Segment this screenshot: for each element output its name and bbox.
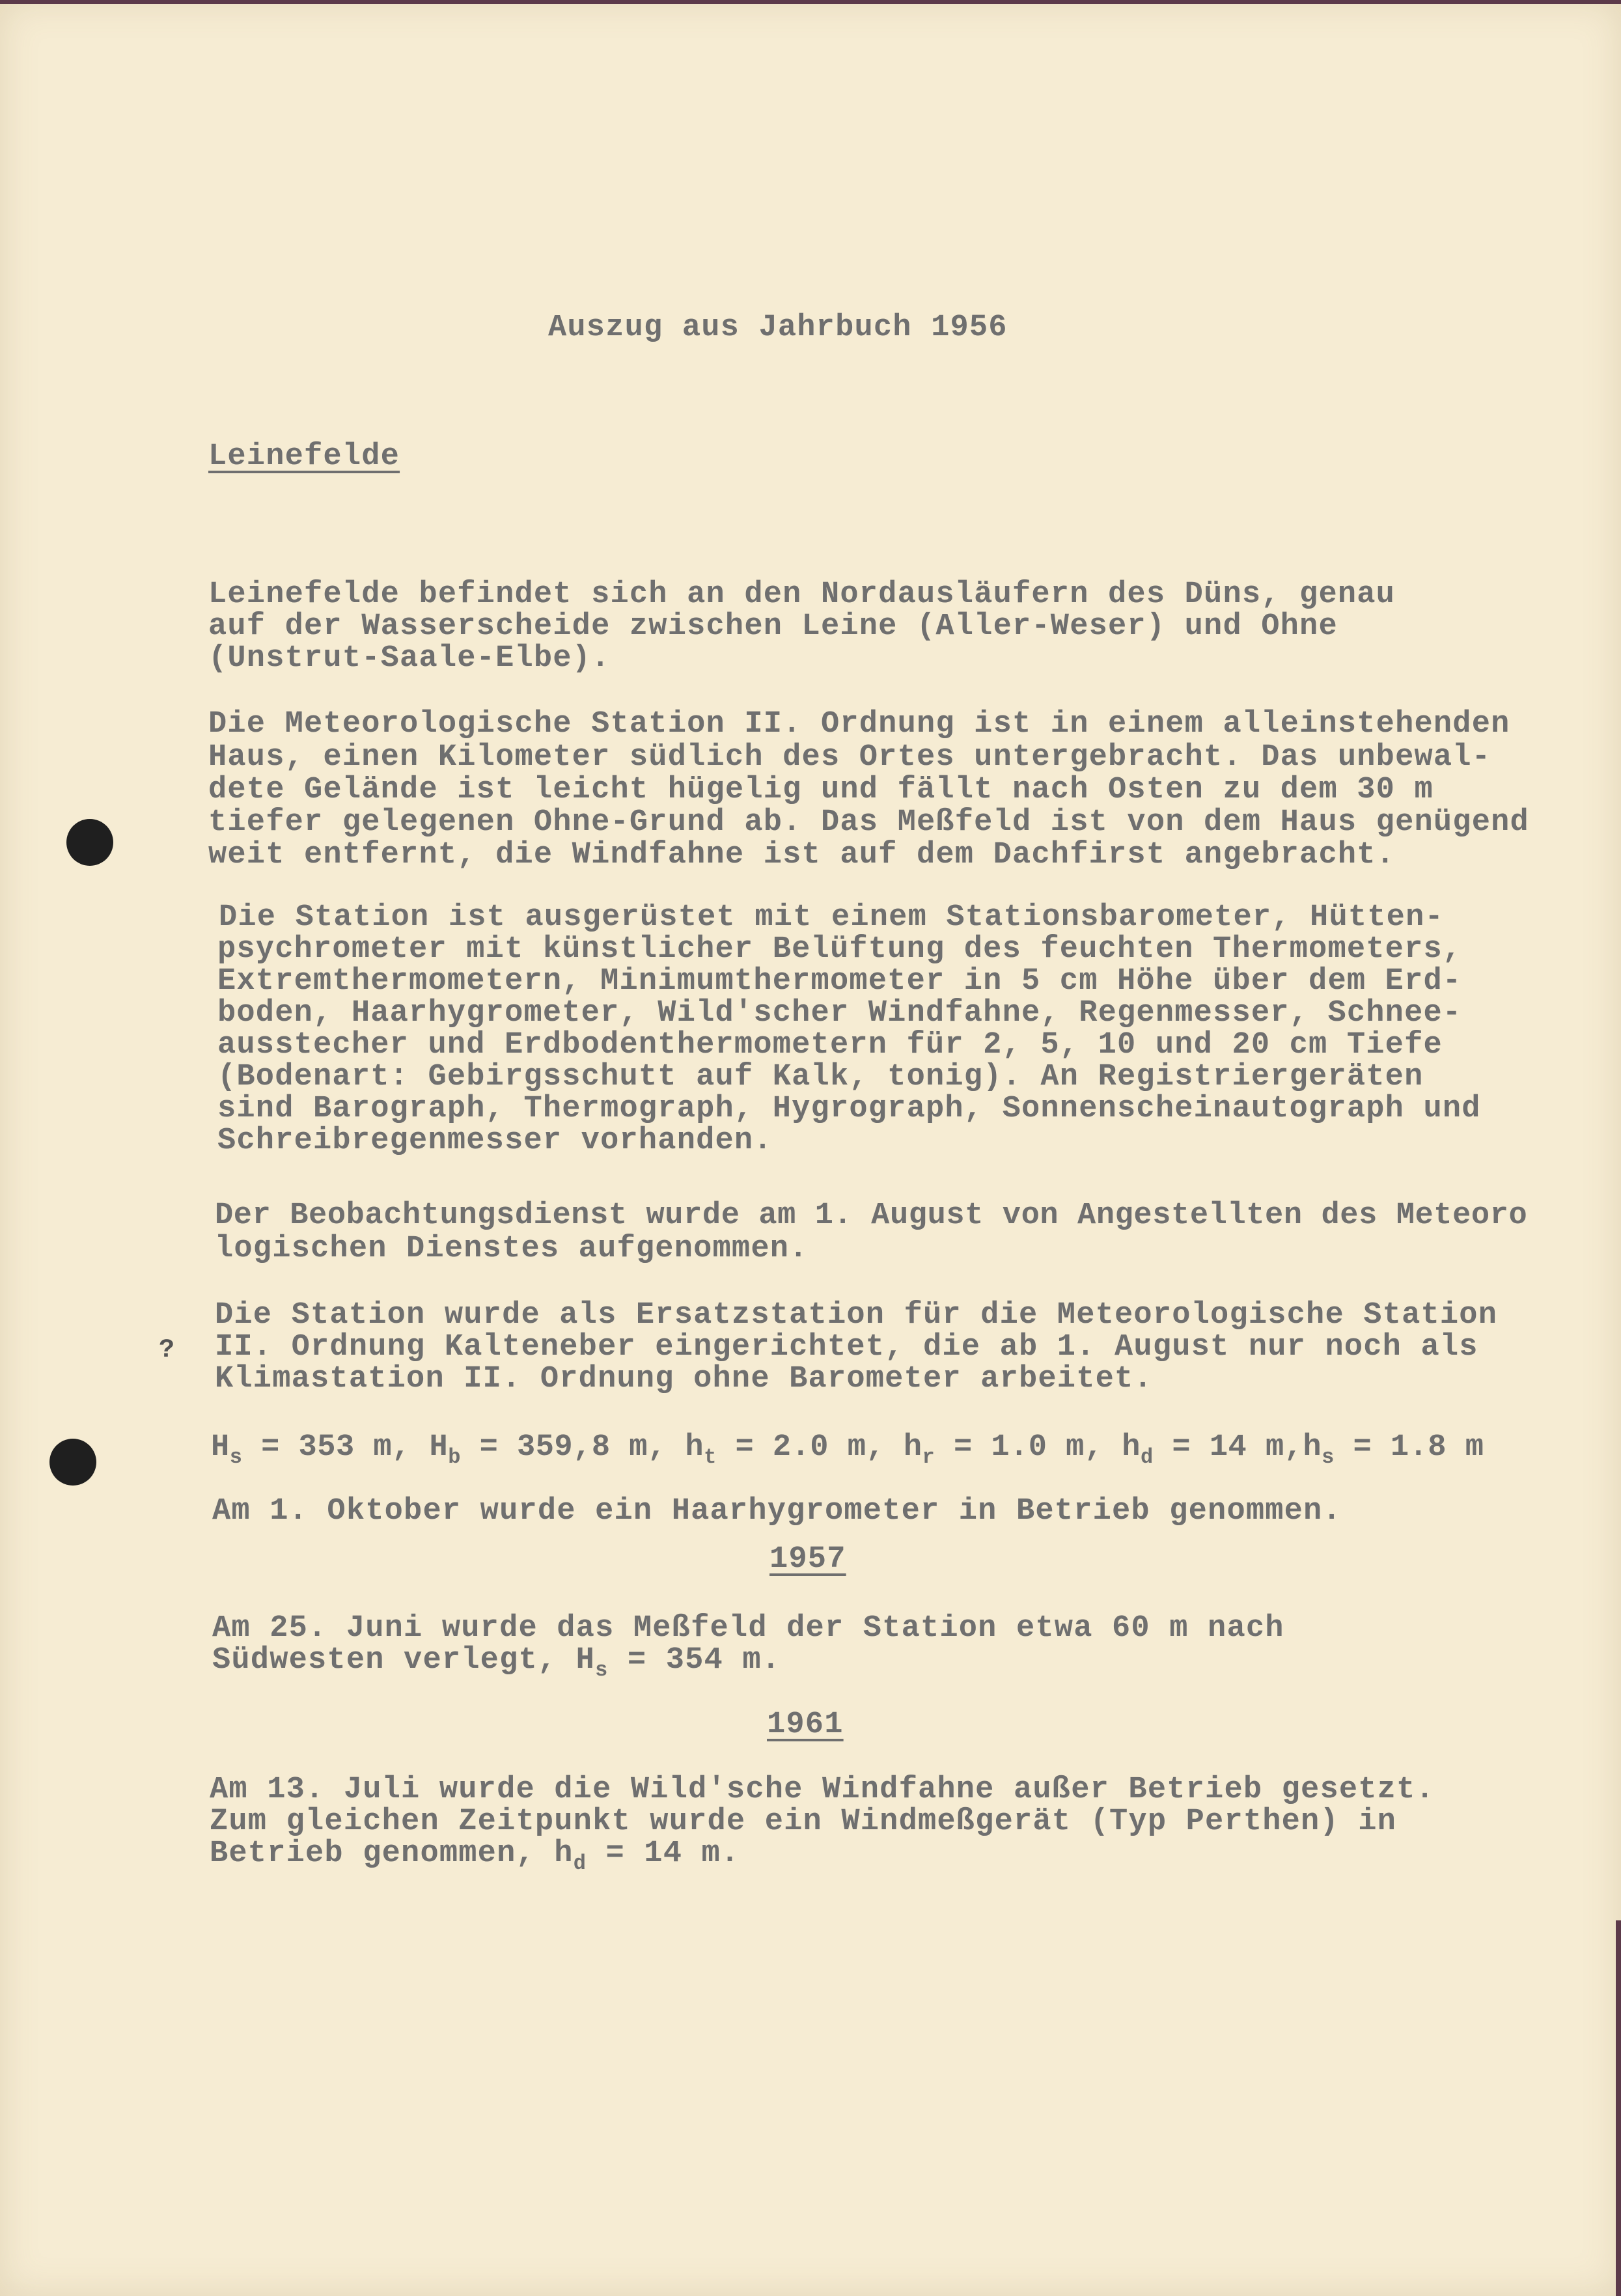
punch-hole-bottom [49, 1439, 96, 1486]
paragraph-6: Am 1. Oktober wurde ein Haarhygrometer in Betrieb genommen. [212, 1494, 1342, 1528]
paragraph-5-line-2: II. Ordnung Kalteneber eingerichtet, die ab 1. August nur noch als [215, 1330, 1478, 1364]
year-heading-1961: 1961 [767, 1708, 844, 1742]
paragraph-1957-line-2: Südwesten verlegt, $H_s = 354$ m. [212, 1643, 781, 1682]
margin-question-mark: ? [159, 1336, 175, 1365]
page-right-edge [1616, 1920, 1621, 2296]
paragraph-2-line-1: Die Meteorologische Station II. Ordnung ist in einem alleinstehenden [208, 707, 1510, 741]
paragraph-4-line-1: Der Beobachtungsdienst wurde am 1. August von Angestellten des Meteoro [215, 1198, 1528, 1233]
paragraph-1961-line-2: Zum gleichen Zeitpunkt wurde ein Windmeßgerät (Typ Perthen) in [210, 1805, 1397, 1839]
document-title: Auszug aus Jahrbuch 1956 [548, 311, 1008, 345]
paragraph-3-line-6: (Bodenart: Gebirgsschutt auf Kalk, tonig). An Registriergeräten [217, 1060, 1424, 1094]
paragraph-1957-line-1: Am 25. Juni wurde das Meßfeld der Station etwa 60 m nach [212, 1611, 1284, 1646]
paragraph-1-line-2: auf der Wasserscheide zwischen Leine (Aller-Weser) und Ohne [208, 609, 1338, 644]
paragraph-1-line-3: (Unstrut-Saale-Elbe). [208, 641, 611, 676]
page-top-edge [0, 0, 1621, 4]
year-heading-1957: 1957 [769, 1542, 846, 1577]
station-heights-line: $H_s = 353$ m, $H_b = 359,8$ m, $h_t = 2.0$ m, $h_r = 1.0$ m, $h_d = 14$ $m,h_s = 1.8$ m [211, 1430, 1484, 1469]
paragraph-2-line-3: dete Gelände ist leicht hügelig und fällt nach Osten zu dem 30 m [208, 773, 1434, 807]
paragraph-1-line-1: Leinefelde befindet sich an den Nordausläufern des Düns, genau [208, 577, 1396, 612]
paragraph-3-line-8: Schreibregenmesser vorhanden. [217, 1124, 773, 1158]
paragraph-2-line-4: tiefer gelegenen Ohne-Grund ab. Das Meßfeld ist von dem Haus genügend [208, 805, 1529, 840]
paragraph-5-line-1: Die Station wurde als Ersatzstation für die Meteorologische Station [215, 1298, 1498, 1333]
paragraph-1961-line-1: Am 13. Juli wurde die Wild'sche Windfahne außer Betrieb gesetzt. [210, 1773, 1435, 1807]
station-heading: Leinefelde [208, 439, 400, 474]
paragraph-3-line-7: sind Barograph, Thermograph, Hygrograph, Sonnenscheinautograph und [217, 1092, 1481, 1126]
paragraph-3-line-3: Extremthermometern, Minimumthermometer in 5 cm Höhe über dem Erd- [217, 964, 1462, 999]
paragraph-1961-line-3: Betrieb genommen, $h_d = 14$ m. [210, 1836, 740, 1875]
paragraph-2-line-2: Haus, einen Kilometer südlich des Ortes untergebracht. Das unbewal- [208, 740, 1491, 775]
paragraph-3-line-2: psychrometer mit künstlicher Belüftung des feuchten Thermometers, [217, 932, 1462, 967]
paragraph-2-line-5: weit entfernt, die Windfahne ist auf dem Dachfirst angebracht. [208, 838, 1396, 872]
punch-hole-top [66, 819, 113, 866]
paragraph-3-line-4: boden, Haarhygrometer, Wild'scher Windfahne, Regenmesser, Schnee- [217, 996, 1462, 1030]
paragraph-4-line-2: logischen Dienstes aufgenommen. [215, 1232, 809, 1266]
paragraph-5-line-3: Klimastation II. Ordnung ohne Barometer arbeitet. [215, 1362, 1153, 1396]
paragraph-3-line-1: Die Station ist ausgerüstet mit einem Stationsbarometer, Hütten- [219, 900, 1444, 935]
paragraph-3-line-5: ausstecher und Erdbodenthermometern für 2, 5, 10 und 20 cm Tiefe [217, 1028, 1443, 1062]
